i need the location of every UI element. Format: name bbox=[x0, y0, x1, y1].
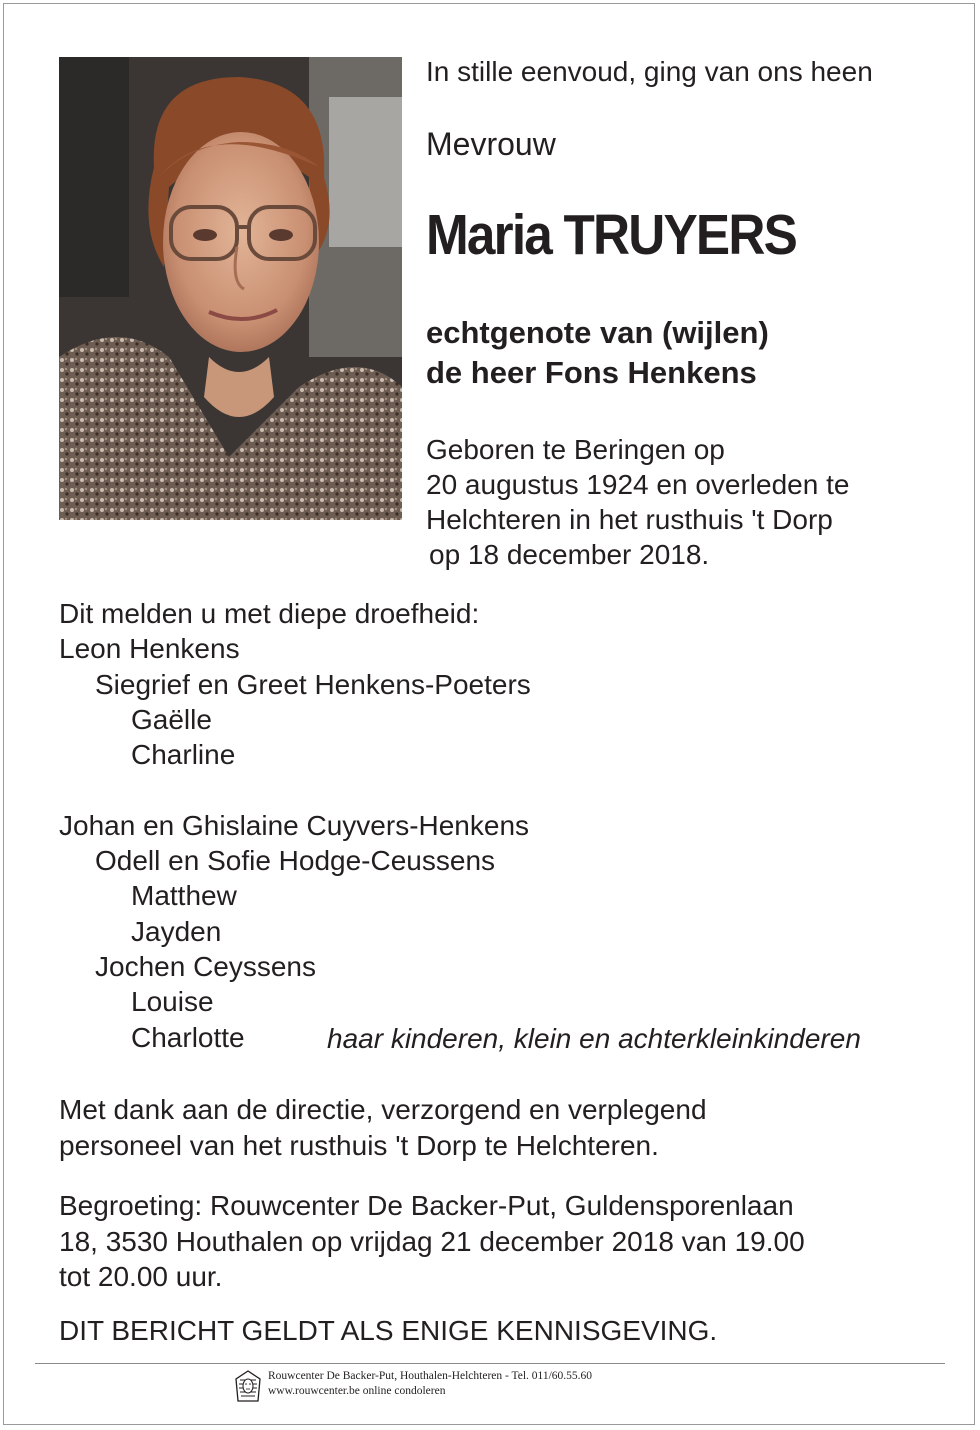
pharaoh-head-icon bbox=[233, 1370, 263, 1403]
family-member: Leon Henkens bbox=[59, 633, 240, 665]
family-member: Charline bbox=[131, 739, 236, 771]
visitation-line: 18, 3530 Houthalen op vrijdag 21 december 2018 van 19.00 bbox=[59, 1225, 805, 1257]
visitation-line: Begroeting: Rouwcenter De Backer-Put, Guldensporenlaan bbox=[59, 1190, 794, 1221]
spouse-line: echtgenote van (wijlen) bbox=[426, 315, 769, 350]
birth-line: op 18 december 2018. bbox=[429, 539, 710, 570]
birth-line: Geboren te Beringen op bbox=[426, 434, 725, 465]
family-member: Jochen Ceyssens bbox=[95, 950, 317, 982]
family-member: Matthew bbox=[131, 880, 237, 912]
honorific: Mevrouw bbox=[426, 126, 556, 162]
portrait-illustration bbox=[59, 57, 402, 520]
birth-death-block bbox=[426, 432, 849, 572]
visitation-line: tot 20.00 uur. bbox=[59, 1261, 223, 1292]
footer-divider bbox=[35, 1363, 945, 1364]
deceased-name: Maria TRUYERS bbox=[426, 203, 796, 267]
spacer bbox=[59, 772, 531, 807]
family-member: Johan en Ghislaine Cuyvers-Henkens bbox=[59, 809, 530, 841]
birth-line: 20 augustus 1924 en overleden te bbox=[426, 469, 850, 500]
family-roles: haar kinderen, klein en achterkleinkinderen bbox=[327, 1023, 861, 1054]
thanks-line: Met dank aan de directie, verzorgend en verplegend bbox=[59, 1094, 707, 1125]
spouse-block bbox=[426, 313, 769, 393]
family-member: Odell en Sofie Hodge-Ceussens bbox=[95, 845, 496, 877]
spouse-line: de heer Fons Henkens bbox=[426, 355, 757, 390]
thanks-line: personeel van het rusthuis 't Dorp te Helchteren. bbox=[59, 1129, 659, 1161]
notice-line: DIT BERICHT GELDT ALS ENIGE KENNISGEVING. bbox=[59, 1315, 718, 1346]
portrait-photo bbox=[59, 57, 402, 520]
birth-line: Helchteren in het rusthuis 't Dorp bbox=[426, 504, 833, 535]
visitation-paragraph bbox=[59, 1188, 805, 1295]
family-member: Jayden bbox=[131, 915, 222, 947]
thanks-paragraph bbox=[59, 1092, 707, 1163]
family-member: Charlotte bbox=[131, 1021, 245, 1053]
intro-line: In stille eenvoud, ging van ons heen bbox=[426, 56, 873, 87]
family-member: Gaëlle bbox=[131, 703, 212, 735]
footer-address: Rouwcenter De Backer-Put, Houthalen-Helchteren - Tel. 011/60.55.60 bbox=[268, 1370, 593, 1382]
family-list bbox=[59, 596, 531, 1055]
family-heading: Dit melden u met diepe droefheid: bbox=[59, 598, 480, 629]
family-member: Siegrief en Greet Henkens-Poeters bbox=[95, 668, 531, 700]
family-member: Louise bbox=[131, 986, 214, 1018]
footer-website-link[interactable]: www.rouwcenter.be online condoleren bbox=[268, 1385, 446, 1397]
footer-text bbox=[268, 1369, 592, 1399]
